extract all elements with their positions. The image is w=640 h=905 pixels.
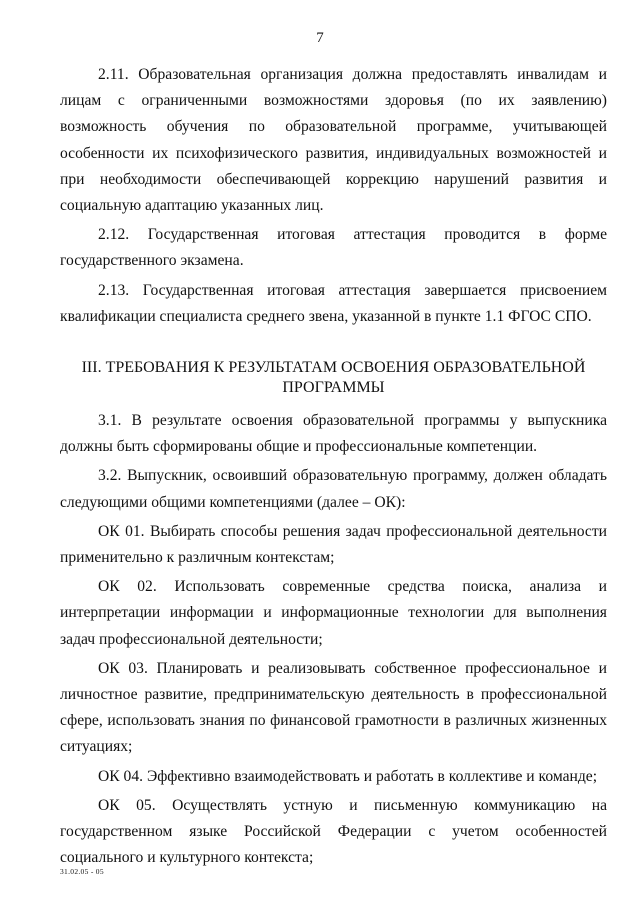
section-3-heading-line-2: ПРОГРАММЫ [282,379,385,397]
paragraph-2-13: 2.13. Государственная итоговая аттестация завершается присвоением квалификации специалиста среднего звена, указанной в пункте 1.1 ФГОС СПО. [60,281,607,325]
competency-ok-05: ОК 05. Осуществлять устную и письменную коммуникацию на государственном языке Российской Федерации с учетом особенностей социального и культурного контекста; [60,796,607,867]
section-3-heading-line-1: III. ТРЕБОВАНИЯ К РЕЗУЛЬТАТАМ ОСВОЕНИЯ ОБРАЗОВАТЕЛЬНОЙ [81,359,586,377]
competency-ok-01: ОК 01. Выбирать способы решения задач профессиональной деятельности применительно к различным контекстам; [60,522,607,567]
document-body [60,62,607,871]
page-number: 7 [316,30,324,46]
paragraph-2-12: 2.12. Государственная итоговая аттестация проводится в форме государственного экзамена. [60,226,607,270]
competency-ok-03: ОК 03. Планировать и реализовывать собственное профессиональное и личностное развитие, предпринимательскую деятельность в профессиональной сфере, использовать знания по финансовой грамотности в различных жизненных ситуациях; [60,659,607,756]
competency-ok-04: ОК 04. Эффективно взаимодействовать и работать в коллективе и команде; [98,767,598,785]
paragraph-3-1: 3.1. В результате освоения образовательной программы у выпускника должны быть сформированы общие и профессиональные компетенции. [60,412,607,456]
paragraph-2-11: 2.11. Образовательная организация должна предоставлять инвалидам и лицам с ограниченными возможностями здоровья (по их заявлению) возможность обучения по образовательной программе, учитывающей особенности их психофизического развития, индивидуальных возможностей и при необходимости обеспечивающей коррекцию нарушений развития и социальную адаптацию указанных лиц. [60,66,607,215]
competency-ok-02: ОК 02. Использовать современные средства поиска, анализа и интерпретации информации и информационные технологии для выполнения задач профессиональной деятельности; [60,578,607,648]
footer-document-code: 31.02.05 - 05 [60,867,104,876]
section-3-heading [60,358,607,398]
paragraph-3-2: 3.2. Выпускник, освоивший образовательную программу, должен обладать следующими общими компетенциями (далее – ОК): [60,467,607,511]
